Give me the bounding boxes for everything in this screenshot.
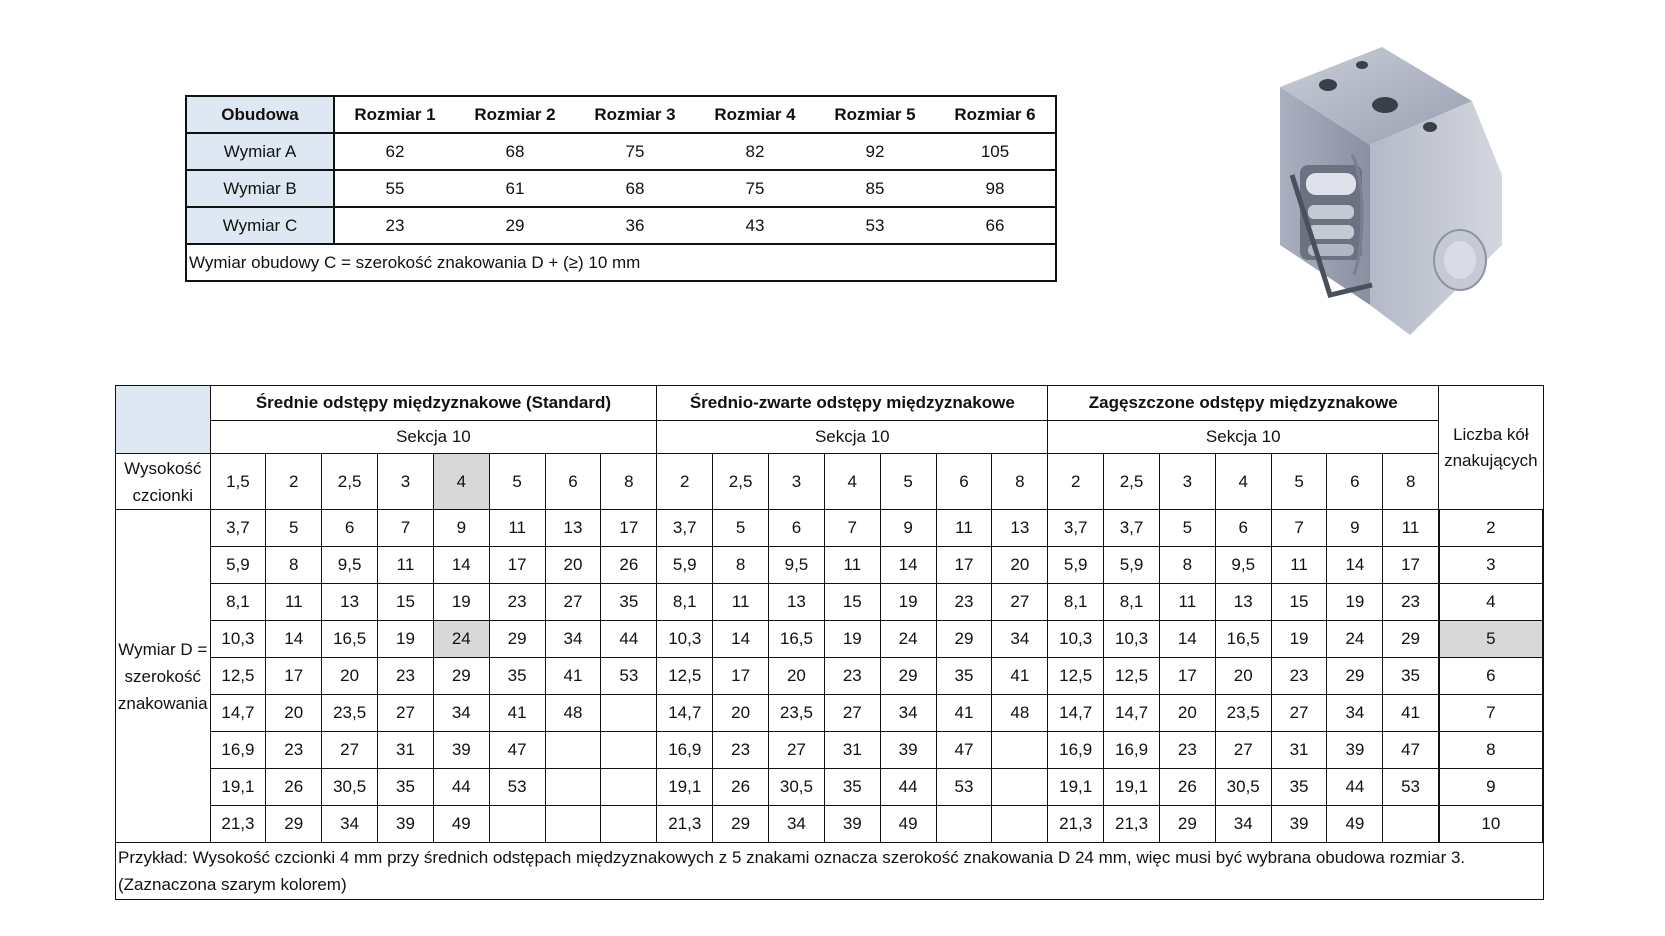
width-cell: 19	[824, 621, 880, 658]
housing-product-image	[1270, 45, 1540, 355]
font-cell-highlighted: 4	[433, 454, 489, 510]
width-cell: 47	[1383, 732, 1439, 769]
width-cell: 7	[824, 510, 880, 547]
width-cell: 23,5	[1215, 695, 1271, 732]
wheels-count-cell: 3	[1439, 547, 1543, 584]
width-cell: 41	[545, 658, 601, 695]
font-cell: 5	[880, 454, 936, 510]
width-cell: 53	[601, 658, 657, 695]
width-cell: 14	[266, 621, 322, 658]
width-cell: 27	[992, 584, 1048, 621]
font-cell: 4	[1215, 454, 1271, 510]
width-cell: 48	[545, 695, 601, 732]
width-cell: 5,9	[657, 547, 713, 584]
width-cell: 9	[1327, 510, 1383, 547]
width-cell: 49	[433, 806, 489, 843]
width-cell: 19,1	[210, 769, 266, 806]
width-cell: 23	[1159, 732, 1215, 769]
width-cell: 13	[769, 584, 825, 621]
font-cell: 6	[545, 454, 601, 510]
width-cell: 13	[992, 510, 1048, 547]
width-cell: 15	[378, 584, 434, 621]
width-cell: 27	[322, 732, 378, 769]
width-cell: 26	[266, 769, 322, 806]
wheels-count-header: Liczba kół znakujących	[1439, 386, 1543, 510]
width-cell	[992, 769, 1048, 806]
size-cell: 75	[695, 170, 815, 207]
width-cell: 31	[378, 732, 434, 769]
width-cell: 21,3	[657, 806, 713, 843]
width-cell: 6	[769, 510, 825, 547]
width-cell: 44	[1327, 769, 1383, 806]
width-cell: 30,5	[769, 769, 825, 806]
section-row	[116, 421, 1544, 454]
width-cell: 20	[769, 658, 825, 695]
size-cell: 68	[575, 170, 695, 207]
width-cell: 10,3	[210, 621, 266, 658]
housing-size-table	[185, 95, 1057, 282]
width-cell: 44	[601, 621, 657, 658]
size-table-corner: Obudowa	[186, 96, 334, 133]
width-cell: 11	[1159, 584, 1215, 621]
width-cell	[601, 732, 657, 769]
width-cell: 20	[322, 658, 378, 695]
size-cell: 61	[455, 170, 575, 207]
width-cell: 34	[433, 695, 489, 732]
font-cell: 2	[1048, 454, 1104, 510]
width-cell: 16,9	[1104, 732, 1160, 769]
width-cell: 47	[489, 732, 545, 769]
width-cell: 23	[713, 732, 769, 769]
width-cell: 8,1	[657, 584, 713, 621]
width-cell: 20	[1159, 695, 1215, 732]
width-cell: 34	[1215, 806, 1271, 843]
size-row-label: Wymiar B	[186, 170, 334, 207]
width-cell: 16,9	[1048, 732, 1104, 769]
width-cell: 8,1	[210, 584, 266, 621]
width-cell: 19	[1327, 584, 1383, 621]
width-cell: 12,5	[1104, 658, 1160, 695]
width-cell: 39	[880, 732, 936, 769]
width-cell: 35	[936, 658, 992, 695]
font-cell: 2	[657, 454, 713, 510]
wheels-count-cell: 6	[1439, 658, 1543, 695]
group-title-medium-compact: Średnio-zwarte odstępy międzyznakowe	[657, 386, 1048, 421]
table-row	[116, 732, 1544, 769]
group-header-row	[116, 386, 1544, 421]
size-note-row	[186, 244, 1056, 281]
width-cell: 17	[489, 547, 545, 584]
font-cell: 5	[489, 454, 545, 510]
font-cell: 2,5	[322, 454, 378, 510]
width-cell	[601, 695, 657, 732]
size-row-b	[186, 170, 1056, 207]
width-cell: 49	[880, 806, 936, 843]
size-cell: 36	[575, 207, 695, 244]
width-cell: 23,5	[769, 695, 825, 732]
width-cell: 13	[545, 510, 601, 547]
width-cell: 27	[824, 695, 880, 732]
width-cell	[545, 732, 601, 769]
width-cell: 23	[1383, 584, 1439, 621]
width-cell: 10,3	[657, 621, 713, 658]
width-cell: 29	[1383, 621, 1439, 658]
width-cell: 41	[1383, 695, 1439, 732]
font-cell: 8	[1383, 454, 1439, 510]
table-row	[116, 658, 1544, 695]
width-cell: 31	[1271, 732, 1327, 769]
width-cell: 34	[545, 621, 601, 658]
section-label: Sekcja 10	[1048, 421, 1439, 454]
width-cell: 23	[266, 732, 322, 769]
width-cell: 14	[1327, 547, 1383, 584]
width-cell: 12,5	[1048, 658, 1104, 695]
size-cell: 23	[334, 207, 455, 244]
size-cell: 62	[334, 133, 455, 170]
width-cell: 47	[936, 732, 992, 769]
marking-width-label: Wymiar D = szerokość znakowania	[116, 510, 211, 843]
width-cell: 15	[1271, 584, 1327, 621]
width-cell: 17	[266, 658, 322, 695]
wheels-count-cell: 7	[1439, 695, 1543, 732]
font-cell: 3	[1159, 454, 1215, 510]
width-cell: 23	[936, 584, 992, 621]
width-cell: 12,5	[210, 658, 266, 695]
width-cell: 27	[1215, 732, 1271, 769]
size-row-label: Wymiar C	[186, 207, 334, 244]
width-cell: 49	[1327, 806, 1383, 843]
width-cell: 17	[713, 658, 769, 695]
width-cell: 16,5	[322, 621, 378, 658]
width-cell	[545, 806, 601, 843]
width-cell: 11	[378, 547, 434, 584]
width-cell: 14,7	[657, 695, 713, 732]
width-cell: 41	[936, 695, 992, 732]
width-cell: 39	[1327, 732, 1383, 769]
size-row-a	[186, 133, 1056, 170]
width-cell	[992, 806, 1048, 843]
width-cell: 15	[824, 584, 880, 621]
font-height-row	[116, 454, 1544, 510]
width-cell: 23	[489, 584, 545, 621]
size-cell: 66	[935, 207, 1056, 244]
width-cell: 9,5	[322, 547, 378, 584]
size-cell: 55	[334, 170, 455, 207]
width-cell: 35	[824, 769, 880, 806]
table-row	[116, 621, 1544, 658]
width-cell: 34	[1327, 695, 1383, 732]
width-cell: 8	[266, 547, 322, 584]
size-cell: 68	[455, 133, 575, 170]
width-cell: 3,7	[1048, 510, 1104, 547]
width-cell	[489, 806, 545, 843]
width-cell: 9,5	[769, 547, 825, 584]
size-col-1: Rozmiar 1	[334, 96, 455, 133]
font-cell: 6	[936, 454, 992, 510]
size-cell: 43	[695, 207, 815, 244]
font-height-label: Wysokość czcionki	[116, 454, 211, 510]
width-cell: 11	[489, 510, 545, 547]
wheels-count-cell: 10	[1439, 806, 1543, 843]
size-col-2: Rozmiar 2	[455, 96, 575, 133]
width-cell: 29	[266, 806, 322, 843]
width-cell: 17	[1159, 658, 1215, 695]
width-cell: 20	[545, 547, 601, 584]
width-cell	[936, 806, 992, 843]
width-cell: 41	[992, 658, 1048, 695]
width-cell: 27	[378, 695, 434, 732]
width-cell: 11	[713, 584, 769, 621]
width-cell: 14,7	[1048, 695, 1104, 732]
width-cell: 29	[1327, 658, 1383, 695]
width-cell: 23,5	[322, 695, 378, 732]
width-cell: 29	[880, 658, 936, 695]
width-cell: 35	[601, 584, 657, 621]
width-cell: 5	[1159, 510, 1215, 547]
size-cell: 82	[695, 133, 815, 170]
width-cell: 39	[824, 806, 880, 843]
table-corner	[116, 386, 211, 454]
width-cell: 29	[433, 658, 489, 695]
font-cell: 5	[1271, 454, 1327, 510]
table-row	[116, 695, 1544, 732]
width-cell: 21,3	[1104, 806, 1160, 843]
width-cell: 20	[1215, 658, 1271, 695]
width-cell: 13	[322, 584, 378, 621]
width-cell: 11	[936, 510, 992, 547]
width-cell: 8,1	[1104, 584, 1160, 621]
font-cell: 6	[1327, 454, 1383, 510]
width-cell: 27	[1271, 695, 1327, 732]
width-cell: 35	[489, 658, 545, 695]
width-cell: 8,1	[1048, 584, 1104, 621]
width-cell: 9	[880, 510, 936, 547]
width-cell: 14	[1159, 621, 1215, 658]
size-row-label: Wymiar A	[186, 133, 334, 170]
wheels-count-cell: 9	[1439, 769, 1543, 806]
width-cell: 9,5	[1215, 547, 1271, 584]
size-col-6: Rozmiar 6	[935, 96, 1056, 133]
width-cell: 44	[433, 769, 489, 806]
width-cell: 14,7	[1104, 695, 1160, 732]
width-cell: 20	[713, 695, 769, 732]
width-cell: 30,5	[322, 769, 378, 806]
width-cell: 10,3	[1104, 621, 1160, 658]
wheels-count-cell: 5	[1439, 621, 1543, 658]
width-cell: 24	[1327, 621, 1383, 658]
width-cell: 24	[433, 621, 489, 658]
table-row	[116, 547, 1544, 584]
width-cell: 35	[1271, 769, 1327, 806]
size-cell: 75	[575, 133, 695, 170]
width-cell: 53	[489, 769, 545, 806]
width-cell: 34	[769, 806, 825, 843]
width-cell: 39	[378, 806, 434, 843]
example-note: Przykład: Wysokość czcionki 4 mm przy średnich odstępach międzyznakowych z 5 znakami oznacza szerokość znakowania D 24 mm, więc musi być wybrana obudowa rozmiar 3. (Zaznaczona szarym kolorem)	[116, 843, 1544, 900]
width-cell: 3,7	[657, 510, 713, 547]
section-label: Sekcja 10	[210, 421, 657, 454]
width-cell: 16,9	[210, 732, 266, 769]
width-cell: 5	[713, 510, 769, 547]
section-label: Sekcja 10	[657, 421, 1048, 454]
width-cell: 11	[1271, 547, 1327, 584]
width-cell	[545, 769, 601, 806]
size-cell: 53	[815, 207, 935, 244]
width-cell: 13	[1215, 584, 1271, 621]
group-title-standard: Średnie odstępy międzyznakowe (Standard)	[210, 386, 657, 421]
size-cell: 98	[935, 170, 1056, 207]
width-cell: 31	[824, 732, 880, 769]
width-cell: 16,5	[769, 621, 825, 658]
width-cell: 34	[322, 806, 378, 843]
example-note-row	[116, 843, 1544, 900]
font-cell: 8	[992, 454, 1048, 510]
width-cell: 9	[433, 510, 489, 547]
width-cell: 6	[322, 510, 378, 547]
size-cell: 85	[815, 170, 935, 207]
width-cell: 19,1	[1104, 769, 1160, 806]
width-cell	[1383, 806, 1439, 843]
width-cell: 26	[713, 769, 769, 806]
width-cell: 17	[601, 510, 657, 547]
width-cell: 19,1	[1048, 769, 1104, 806]
width-cell: 14,7	[210, 695, 266, 732]
width-cell: 19	[378, 621, 434, 658]
width-cell: 14	[880, 547, 936, 584]
width-cell: 19,1	[657, 769, 713, 806]
width-cell: 14	[713, 621, 769, 658]
size-cell: 29	[455, 207, 575, 244]
size-table-header	[186, 96, 1056, 133]
width-cell: 5,9	[210, 547, 266, 584]
font-cell: 3	[769, 454, 825, 510]
width-cell: 8	[713, 547, 769, 584]
width-cell: 23	[824, 658, 880, 695]
width-cell: 19	[433, 584, 489, 621]
width-cell: 30,5	[1215, 769, 1271, 806]
width-cell: 39	[1271, 806, 1327, 843]
width-cell: 6	[1215, 510, 1271, 547]
font-cell: 3	[378, 454, 434, 510]
wheels-count-cell: 4	[1439, 584, 1543, 621]
width-cell: 17	[936, 547, 992, 584]
width-cell: 7	[378, 510, 434, 547]
table-row	[116, 510, 1544, 547]
width-cell: 34	[880, 695, 936, 732]
width-cell: 53	[936, 769, 992, 806]
width-cell	[601, 806, 657, 843]
size-cell: 105	[935, 133, 1056, 170]
width-cell: 26	[601, 547, 657, 584]
width-cell: 8	[1159, 547, 1215, 584]
width-cell: 5,9	[1048, 547, 1104, 584]
width-cell: 7	[1271, 510, 1327, 547]
width-cell	[992, 732, 1048, 769]
width-cell: 23	[378, 658, 434, 695]
size-col-4: Rozmiar 4	[695, 96, 815, 133]
width-cell: 29	[936, 621, 992, 658]
width-cell: 20	[992, 547, 1048, 584]
width-cell: 3,7	[210, 510, 266, 547]
width-cell: 19	[880, 584, 936, 621]
font-cell: 8	[601, 454, 657, 510]
size-table-note: Wymiar obudowy C = szerokość znakowania D + (≥) 10 mm	[186, 244, 1056, 281]
width-cell: 48	[992, 695, 1048, 732]
width-cell: 19	[1271, 621, 1327, 658]
width-cell: 29	[1159, 806, 1215, 843]
width-cell: 16,9	[657, 732, 713, 769]
width-cell: 11	[266, 584, 322, 621]
width-cell: 5,9	[1104, 547, 1160, 584]
width-cell: 3,7	[1104, 510, 1160, 547]
size-cell: 92	[815, 133, 935, 170]
font-cell: 2,5	[1104, 454, 1160, 510]
width-cell: 53	[1383, 769, 1439, 806]
width-cell: 5	[266, 510, 322, 547]
width-cell: 27	[769, 732, 825, 769]
font-cell: 1,5	[210, 454, 266, 510]
width-cell: 11	[1383, 510, 1439, 547]
table-row	[116, 584, 1544, 621]
font-cell: 4	[824, 454, 880, 510]
width-cell: 21,3	[210, 806, 266, 843]
width-cell: 12,5	[657, 658, 713, 695]
width-cell: 39	[433, 732, 489, 769]
spacing-data-body	[116, 510, 1544, 843]
width-cell: 23	[1271, 658, 1327, 695]
width-cell: 17	[1383, 547, 1439, 584]
table-row	[116, 769, 1544, 806]
group-title-condensed: Zagęszczone odstępy międzyznakowe	[1048, 386, 1439, 421]
width-cell: 41	[489, 695, 545, 732]
width-cell: 11	[824, 547, 880, 584]
size-col-3: Rozmiar 3	[575, 96, 695, 133]
width-cell: 44	[880, 769, 936, 806]
table-row	[116, 806, 1544, 843]
width-cell: 14	[433, 547, 489, 584]
width-cell: 10,3	[1048, 621, 1104, 658]
width-cell: 27	[545, 584, 601, 621]
width-cell: 21,3	[1048, 806, 1104, 843]
width-cell: 24	[880, 621, 936, 658]
wheels-count-cell: 2	[1439, 510, 1543, 547]
width-cell: 29	[489, 621, 545, 658]
width-cell	[601, 769, 657, 806]
width-cell: 26	[1159, 769, 1215, 806]
font-cell: 2,5	[713, 454, 769, 510]
width-cell: 34	[992, 621, 1048, 658]
font-cell: 2	[266, 454, 322, 510]
size-col-5: Rozmiar 5	[815, 96, 935, 133]
width-cell: 35	[1383, 658, 1439, 695]
size-row-c	[186, 207, 1056, 244]
width-cell: 29	[713, 806, 769, 843]
character-spacing-table	[115, 385, 1544, 900]
width-cell: 35	[378, 769, 434, 806]
width-cell: 20	[266, 695, 322, 732]
wheels-count-cell: 8	[1439, 732, 1543, 769]
width-cell: 16,5	[1215, 621, 1271, 658]
